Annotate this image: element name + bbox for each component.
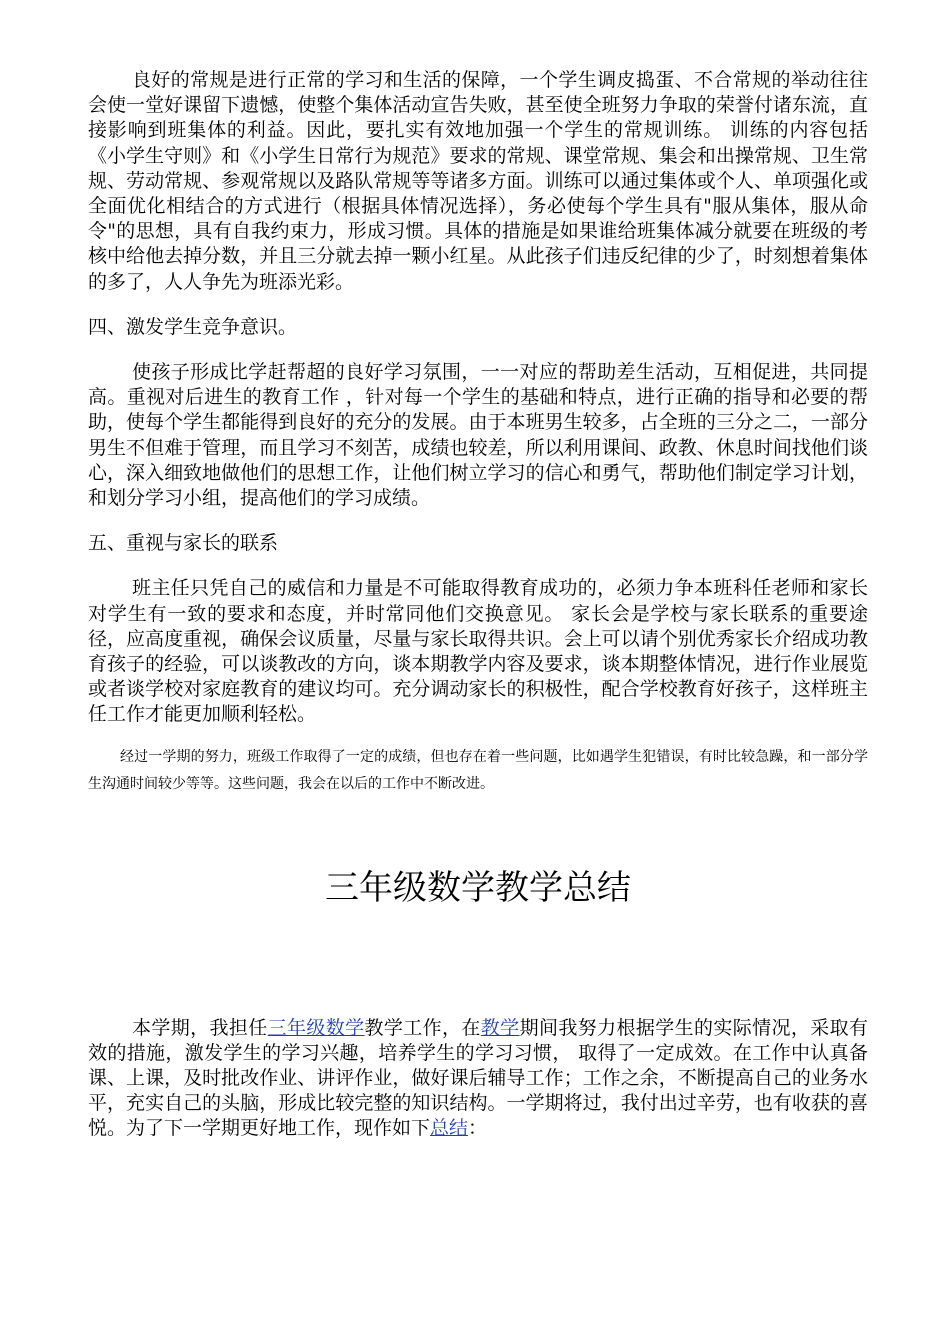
paragraph-semester-summary: 经过一学期的努力，班级工作取得了一定的成绩，但也存在着一些问题，比如遇学生犯错误，有时比较急躁，和一部分学生沟通时间较少等等。这些问题，我会在以后的工作中不断改进。 xyxy=(88,748,868,792)
paragraph-routine-training: 良好的常规是进行正常的学习和生活的保障，一个学生调皮捣蛋、不合常规的举动往往会使一堂好课留下遗憾，使整个集体活动宣告失败，甚至使全班努力争取的荣誉付诸东流，直接影响到班集体的利益。因此，要扎实有效地加强一个学生的常规训练。 训练的内容包括《小学生守则》和《小学生日常行为规范》要求的常规、课堂常规、集会和出操常规、卫生常规、劳动常规、参观常规以及路队常规等等诸多方面。训练可以通过集体或个人、单项强化或全面优化相结合的方式进行（根据具体情况选择），务必使每个学生具有"服从集体，服从命令"的思想，具有自我约束力，形成习惯。具体的措施是如果谁给班集体减分就要在班级的考核中给他去掉分数，并且三分就去掉一颗小红星。从此孩子们违反纪律的少了，时刻想着集体的多了，人人争先为班添光彩。 xyxy=(88,69,868,293)
section-heading-five: 五、重视与家长的联系 xyxy=(88,532,279,555)
paragraph-math-intro xyxy=(88,1016,868,1142)
link-summary[interactable]: 总结 xyxy=(430,1117,469,1140)
paragraph-competition: 使孩子形成比学赶帮超的良好学习氛围，一一对应的帮助差生活动，互相促进，共同提高。重视对后进生的教育工作 ，针对每一个学生的基础和特点，进行正确的指导和必要的帮助，使每个学生都能得到良好的充分的发展。由于本班男生较多，占全班的三分之二，一部分男生不但难于管理，而且学习不刻苦，成绩也较差，所以利用课间、政教、休息时间找他们谈心，深入细致地做他们的思想工作，让他们树立学习的信心和勇气，帮助他们制定学习计划，和划分学习小组，提高他们的学习成绩。 xyxy=(88,361,868,510)
intro-text-3: 期间我努力根据学生的实际情况，采取有效的措施，激发学生的学习兴趣，培养学生的学习习惯， 取得了一定成效。在工作中认真备课、上课，及时批改作业、讲评作业，做好课后辅导工作；工作之余，不断提高自己的业务水平，充实自己的头脑，形成比较完整的知识结构。一学期将过，我付出过辛劳，也有收获的喜悦。为了下一学期更好地工作，现作如下 xyxy=(88,1016,868,1140)
link-grade-three-math[interactable]: 三年级数学 xyxy=(267,1016,365,1039)
link-teaching[interactable]: 教学 xyxy=(480,1016,520,1039)
intro-text-1: 本学期，我担任 xyxy=(132,1016,268,1039)
paragraph-parent-contact: 班主任只凭自己的威信和力量是不可能取得教育成功的，必须力争本班科任老师和家长对学生有一致的要求和态度，并时常同他们交换意见。 家长会是学校与家长联系的重要途径，应高度重视，确保会议质量，尽量与家长取得共识。会上可以请个别优秀家长介绍成功教育孩子的经验，可以谈教改的方向，谈本期教学内容及要求，谈本期整体情况，进行作业展览或者谈学校对家庭教育的建议均可。充分调动家长的积极性，配合学校教育好孩子，这样班主任工作才能更加顺利轻松。 xyxy=(88,577,868,726)
intro-text-4: ： xyxy=(468,1117,488,1140)
document-page xyxy=(88,68,868,1142)
intro-text-2: 教学工作，在 xyxy=(364,1016,481,1039)
document-title: 三年级数学教学总结 xyxy=(325,867,631,908)
section-heading-four: 四、激发学生竞争意识。 xyxy=(88,315,298,338)
